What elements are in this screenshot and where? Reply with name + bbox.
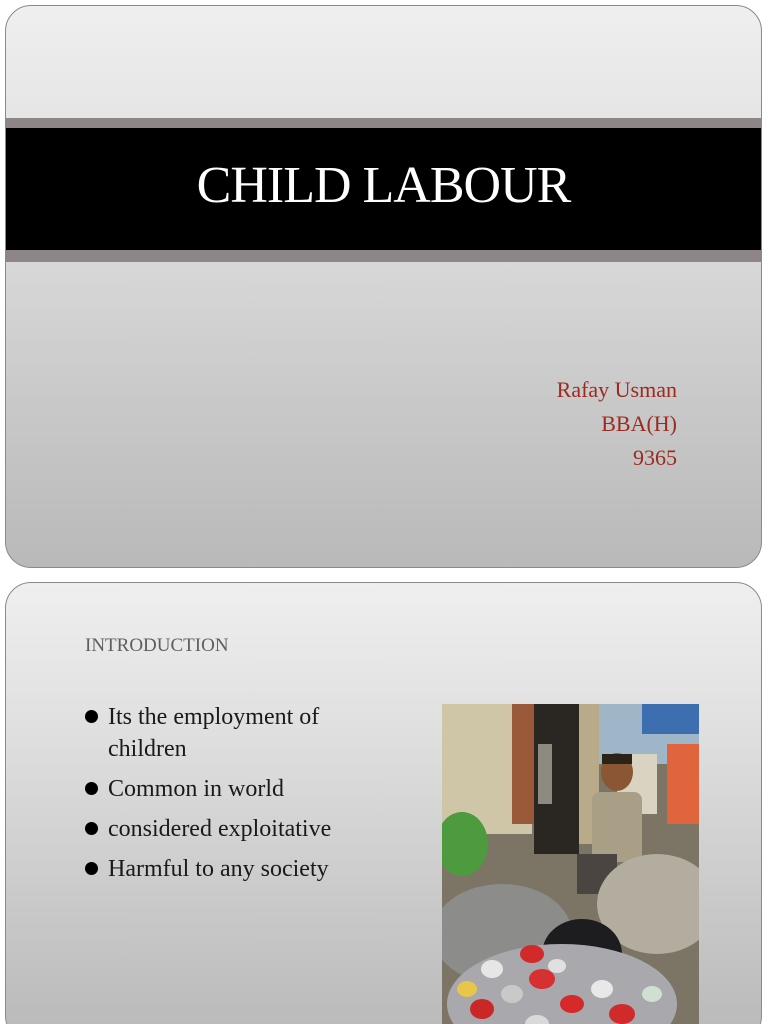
introduction-slide <box>5 582 762 1024</box>
title-slide <box>5 5 762 568</box>
list-item <box>84 773 384 805</box>
list-item <box>84 813 384 845</box>
bullet-icon <box>85 822 98 835</box>
bullet-text: considered exploitative <box>108 816 332 842</box>
bullet-text: Common in world <box>108 776 285 802</box>
child-labour-photo <box>442 704 699 1024</box>
section-heading: INTRODUCTION <box>85 635 229 656</box>
title-band-top-stripe <box>6 118 761 128</box>
title-band <box>6 128 761 250</box>
author-program: BBA(H) <box>601 411 677 436</box>
author-name: Rafay Usman <box>556 377 677 402</box>
bullet-icon <box>85 862 98 875</box>
bullet-icon <box>85 710 98 723</box>
bullet-text: Harmful to any society <box>108 856 329 882</box>
list-item <box>84 701 384 765</box>
bullet-icon <box>85 782 98 795</box>
bullet-text: Its the employment of children <box>108 704 320 762</box>
author-block <box>557 373 677 475</box>
slide-title: CHILD LABOUR <box>196 156 571 214</box>
author-id: 9365 <box>633 445 677 470</box>
bullet-list <box>84 701 384 893</box>
list-item <box>84 853 384 885</box>
title-band-bottom-stripe <box>6 250 761 262</box>
